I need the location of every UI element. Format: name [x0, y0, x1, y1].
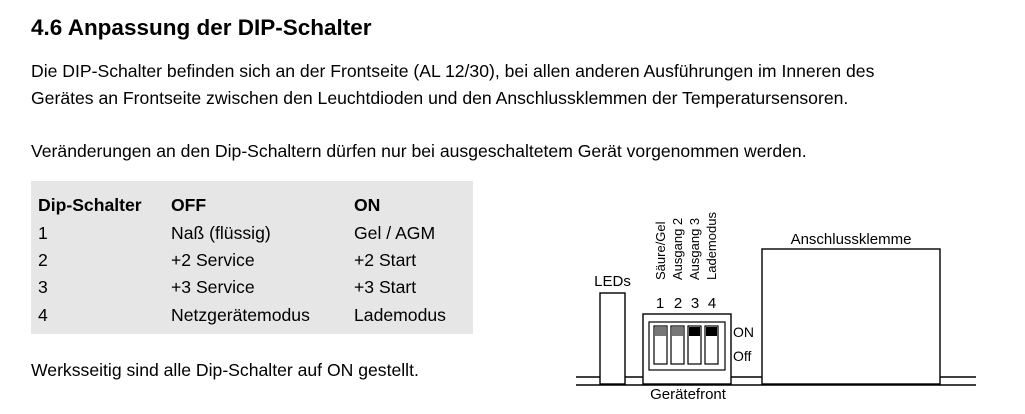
off-label: Off — [733, 348, 752, 364]
table-cell-on: +2 Start — [354, 250, 417, 270]
switch-lever — [655, 327, 666, 336]
switch-number: 2 — [673, 295, 683, 312]
table-cell-off: +3 Service — [171, 277, 255, 297]
dip-switch-1 — [654, 326, 667, 364]
table-cell-on: +3 Start — [354, 277, 417, 297]
table-cell-switch: 3 — [38, 277, 48, 297]
leds-label: LEDs — [594, 273, 631, 290]
dip-switch-2 — [671, 326, 684, 364]
intro-line-1: Die DIP-Schalter befinden sich an der Frontseite (AL 12/30), bei allen anderen Ausführungen im Inneren des — [31, 61, 875, 81]
led-block — [600, 293, 625, 384]
table-cell-switch: 4 — [38, 305, 48, 325]
switch-function-label: Lademodus — [704, 212, 719, 280]
switch-function-label: Ausgang 3 — [687, 217, 702, 280]
front-label: Gerätefront — [650, 386, 726, 403]
on-label: ON — [733, 324, 754, 340]
dip-switch-4 — [705, 326, 718, 364]
table-header-switch: Dip-Schalter — [38, 195, 142, 215]
factory-default-note: Werksseitig sind alle Dip-Schalter auf ON gestellt. — [31, 360, 419, 380]
table-header-on: ON — [354, 195, 381, 215]
table-cell-off: Naß (flüssig) — [171, 223, 271, 243]
table-cell-off: Netzgerätemodus — [171, 305, 310, 325]
intro-line-2: Gerätes an Frontseite zwischen den Leuchtdioden und den Anschlussklemmen der Temperatursensoren. — [31, 88, 849, 108]
table-cell-switch: 1 — [38, 223, 48, 243]
table-cell-switch: 2 — [38, 250, 48, 270]
terminal-label: Anschlussklemme — [790, 231, 912, 248]
dip-switch-3 — [688, 326, 701, 364]
section-title: 4.6 Anpassung der DIP-Schalter — [31, 15, 372, 40]
table-cell-off: +2 Service — [171, 250, 255, 270]
switch-lever — [689, 327, 700, 336]
switch-number: 4 — [707, 295, 717, 312]
switch-function-label: Säure/Gel — [653, 221, 668, 280]
switch-number: 3 — [690, 295, 700, 312]
terminal-block — [762, 249, 940, 384]
warning-note: Veränderungen an den Dip-Schaltern dürfen nur bei ausgeschaltetem Gerät vorgenommen werden. — [31, 141, 807, 161]
table-header-off: OFF — [171, 195, 207, 215]
table-cell-on: Lademodus — [354, 305, 446, 325]
switch-number: 1 — [655, 295, 665, 312]
switch-function-label: Ausgang 2 — [670, 217, 685, 280]
table-cell-on: Gel / AGM — [354, 223, 436, 243]
switch-lever — [672, 327, 683, 336]
switch-lever — [706, 327, 717, 336]
